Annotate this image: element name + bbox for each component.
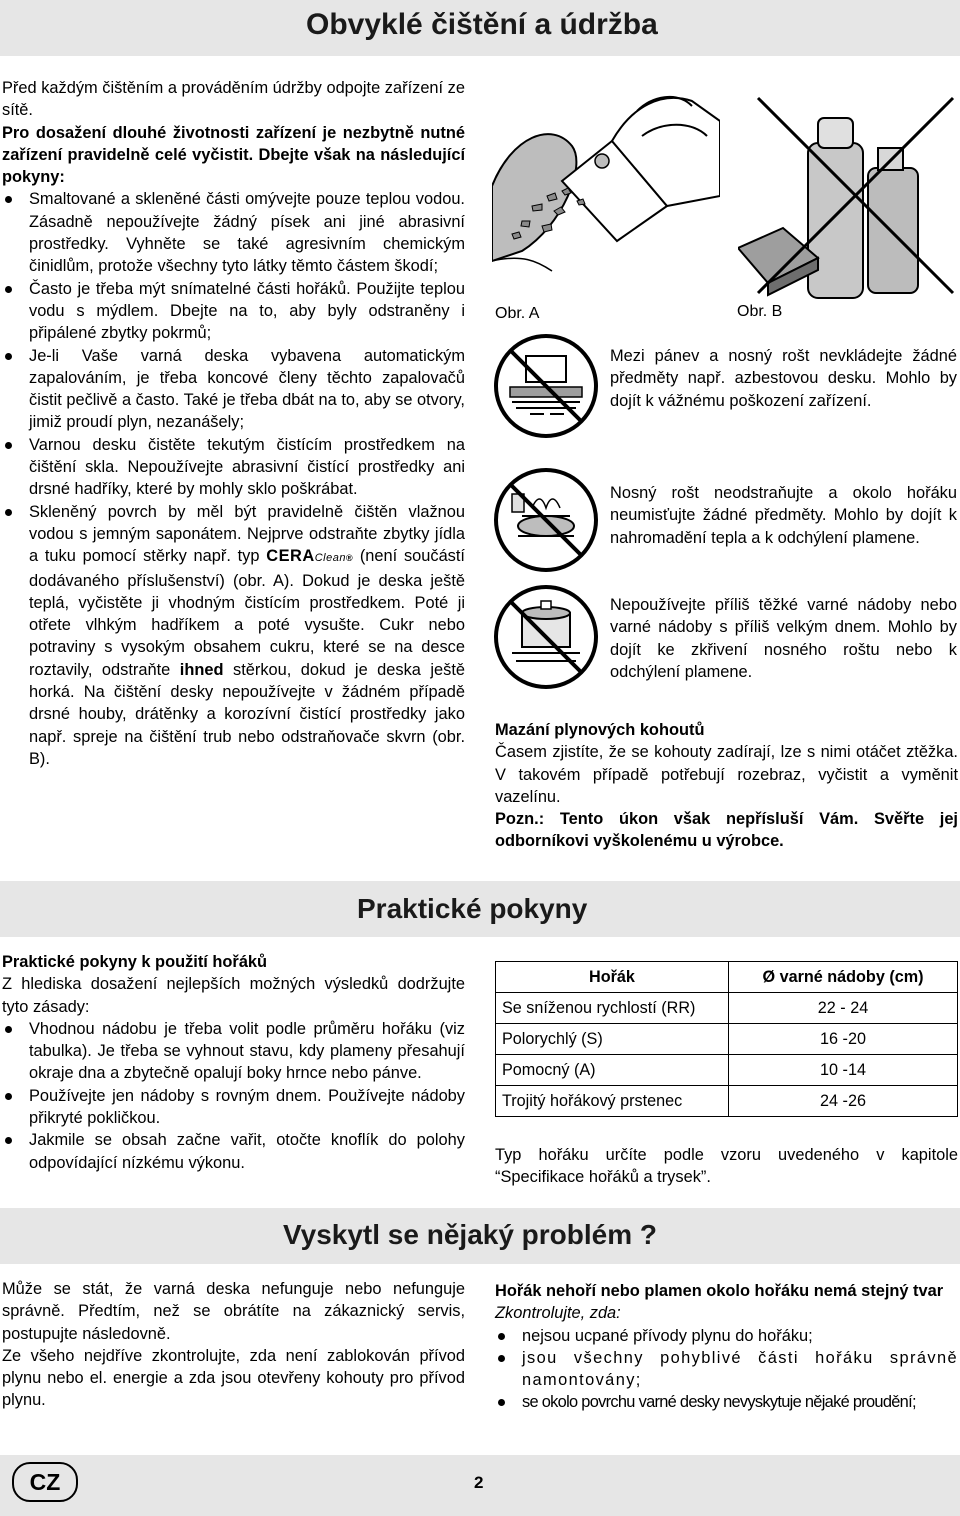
practical-intro: Z hlediska dosažení nejlepších možných výsledků dodržujte tyto zásady:: [2, 975, 465, 1016]
glass-text-1: Skleněný povrch by měl být pravidelně čištěn vlažnou vodou s jemným saponátem. Nejprve odstraňte zbytky jídla a tuku pomocí stěrky např. typ: [29, 502, 465, 566]
section-title-practical: Praktické pokyny: [357, 893, 588, 924]
table-row: [496, 993, 958, 1024]
problem-check-label: Zkontrolujte, zda:: [495, 1304, 621, 1323]
problem-intro: Může se stát, že varná deska nefunguje nebo nefunguje správně. Předtím, než se obrátíte na zákaznický servis, postupujte následovně.: [2, 1280, 465, 1343]
burner-table: [495, 961, 958, 1117]
no-asbestos-plate-icon: [492, 332, 600, 440]
table-cell: 10 -14: [729, 1055, 958, 1086]
list-item: jsou všechny pohyblivé části hořáku správně namontovány;: [495, 1347, 958, 1392]
table-row: [496, 1055, 958, 1086]
language-badge: CZ: [12, 1462, 78, 1502]
crossed-cleaners-illustration: [738, 88, 960, 303]
glass-text-2: (není součástí dodávaného příslušenství) (obr. A). Dokud je deska ještě teplá, vyčistěte ji vhodným čistícím prostředkem. Poté ji otřete vlhkým hadříkem a poté vysušte. Cukr nebo potraviny s vysokým obsahem cukru, které se na desce roztavily, odstraňte: [29, 547, 465, 679]
warning-heavy-pots: Nepoužívejte příliš těžké varné nádoby nebo varné nádoby s příliš velkým dnem. Mohlo by dojít ke zkřivení nosného roštu nebo k odchýlení plamene.: [610, 596, 957, 681]
list-item: nejsou ucpané přívody plynu do hořáku;: [495, 1325, 958, 1347]
table-header-row: [496, 962, 958, 993]
list-item: Jakmile se obsah začne vařit, otočte knoflík do polohy odpovídající nízkému výkonu.: [2, 1129, 465, 1174]
table-cell: Se sníženou rychlostí (RR): [496, 993, 729, 1024]
no-heavy-pots-icon: [492, 583, 600, 691]
page-number: 2: [474, 1473, 484, 1492]
table-row: [496, 1024, 958, 1055]
grease-note: Pozn.: Tento úkon však nepřísluší Vám. Svěřte jej odborníkovi vyškolenému u výrobce.: [495, 810, 958, 851]
list-item: se okolo povrchu varné desky nevyskytuje nějaké proudění;: [495, 1391, 958, 1413]
no-objects-around-burner-icon: [492, 466, 600, 574]
practical-subheading: Praktické pokyny k použití hořáků: [2, 953, 268, 971]
section-title-cleaning: Obvyklé čištění a údržba: [306, 8, 658, 41]
list-item: Je-li Vaše varná deska vybavena automatickým zapalováním, je třeba koncové členy těchto zapalovačů čistit pečlivě a často. Také je třeba dbát na to, aby se otvory, jimiž proudí plyn, nezanášely;: [2, 345, 465, 434]
problem-right-text: [495, 1280, 958, 1414]
list-item: Často je třeba mýt snímatelné části hořáků. Použijte teplou vodu s mýdlem. Dbejte na to, aby byly odstraněny i připálené zbytky pokrmů;: [2, 278, 465, 345]
table-row: [496, 1086, 958, 1117]
table-cell: Polorychlý (S): [496, 1024, 729, 1055]
cleaning-bullets: [2, 188, 465, 770]
table-cell: 24 -26: [729, 1086, 958, 1117]
table-note: Typ hořáku určíte podle vzoru uvedeného v kapitole “Specifikace hořáků a trysek”.: [495, 1146, 958, 1187]
figure-a-label: Obr. A: [495, 305, 540, 322]
practical-text: [2, 951, 465, 1174]
cleaning-text: [2, 77, 465, 770]
list-item: Vhodnou nádobu je třeba volit podle průměru hořáku (viz tabulka). Je třeba se vyhnout stavu, kdy plameny přesahují okraje dna a zbytečně opalují boky hrnce nebo pánve.: [2, 1018, 465, 1085]
practical-bullets: [2, 1018, 465, 1174]
warning-burner-objects: Nosný rošt neodstraňujte a okolo hořáku neumisťujte žádné předměty. Mohlo by dojít k nahromadění tepla a k odchýlení plamene.: [610, 484, 957, 547]
figure-b-label: Obr. B: [737, 303, 783, 320]
problem-heading: Hořák nehoří nebo plamen okolo hořáku nemá stejný tvar: [495, 1282, 944, 1300]
table-cell: 16 -20: [729, 1024, 958, 1055]
section-title-problem: Vyskytl se nějaký problém ?: [283, 1219, 658, 1250]
intro-unplug: Před každým čištěním a prováděním údržby odpojte zařízení ze sítě.: [2, 79, 465, 120]
grease-heading: Mazání plynových kohoutů: [495, 721, 705, 739]
table-header-cell: Ø varné nádoby (cm): [729, 962, 958, 993]
problem-bullets: [495, 1325, 958, 1414]
table-cell: Trojitý hořákový prstenec: [496, 1086, 729, 1117]
table-cell: 22 - 24: [729, 993, 958, 1024]
scraper-illustration: [492, 76, 720, 306]
problem-check-supply: Ze všeho nejdříve zkontrolujte, zda není zablokován přívod plynu nebo el. energie a zda jsou otevřeny kohouty pro přívod plynu.: [2, 1346, 465, 1410]
intro-maintenance: Pro dosažení dlouhé životnosti zařízení je nezbytně nutné zařízení pravidelně celé vyčistit. Dbejte však na následující pokyny:: [2, 123, 465, 187]
list-item: Používejte jen nádoby s rovným dnem. Používejte nádoby přikryté pokličkou.: [2, 1085, 465, 1130]
warning-asbestos: Mezi pánev a nosný rošt nevkládejte žádné předměty např. azbestovou desku. Mohlo by dojít k vážnému poškození zařízení.: [610, 347, 957, 410]
grease-section: [495, 719, 958, 853]
cera-logo: CERAClean®: [266, 547, 354, 566]
table-header-cell: Hořák: [496, 962, 729, 993]
list-item: [2, 501, 465, 771]
table-cell: Pomocný (A): [496, 1055, 729, 1086]
glass-text-3: stěrkou, dokud je deska ještě horká. Na čištění desky nepoužívejte v žádném případě drsné houby, drátěnky a korozívní čistící prostředky jako např. spreje na čištění trub nebo odstraňovače skvrn (obr. B).: [29, 660, 466, 768]
problem-left-text: [2, 1278, 465, 1412]
glass-text-bold: ihned: [179, 660, 224, 679]
grease-text: Časem zjistíte, že se kohouty zadírají, lze s nimi otáčet ztěžka. V takovém případě potřebují rozebraz, vyčistit a vyměnit vazelínu.: [495, 743, 958, 806]
list-item: Smaltované a skleněné části omývejte pouze teplou vodou. Zásadně nepoužívejte žádný písek ani jiné abrasivní prostředky. Vyhněte se také agresivním chemickým činidlům, protože všechny tyto látky těmto částem škodí;: [2, 188, 465, 277]
list-item: Varnou desku čistěte tekutým čistícím prostředkem na čištění skla. Nepoužívejte abrasivní čistící prostředky ani drsné hadříky, které by mohly sklo poškrábat.: [2, 434, 465, 501]
